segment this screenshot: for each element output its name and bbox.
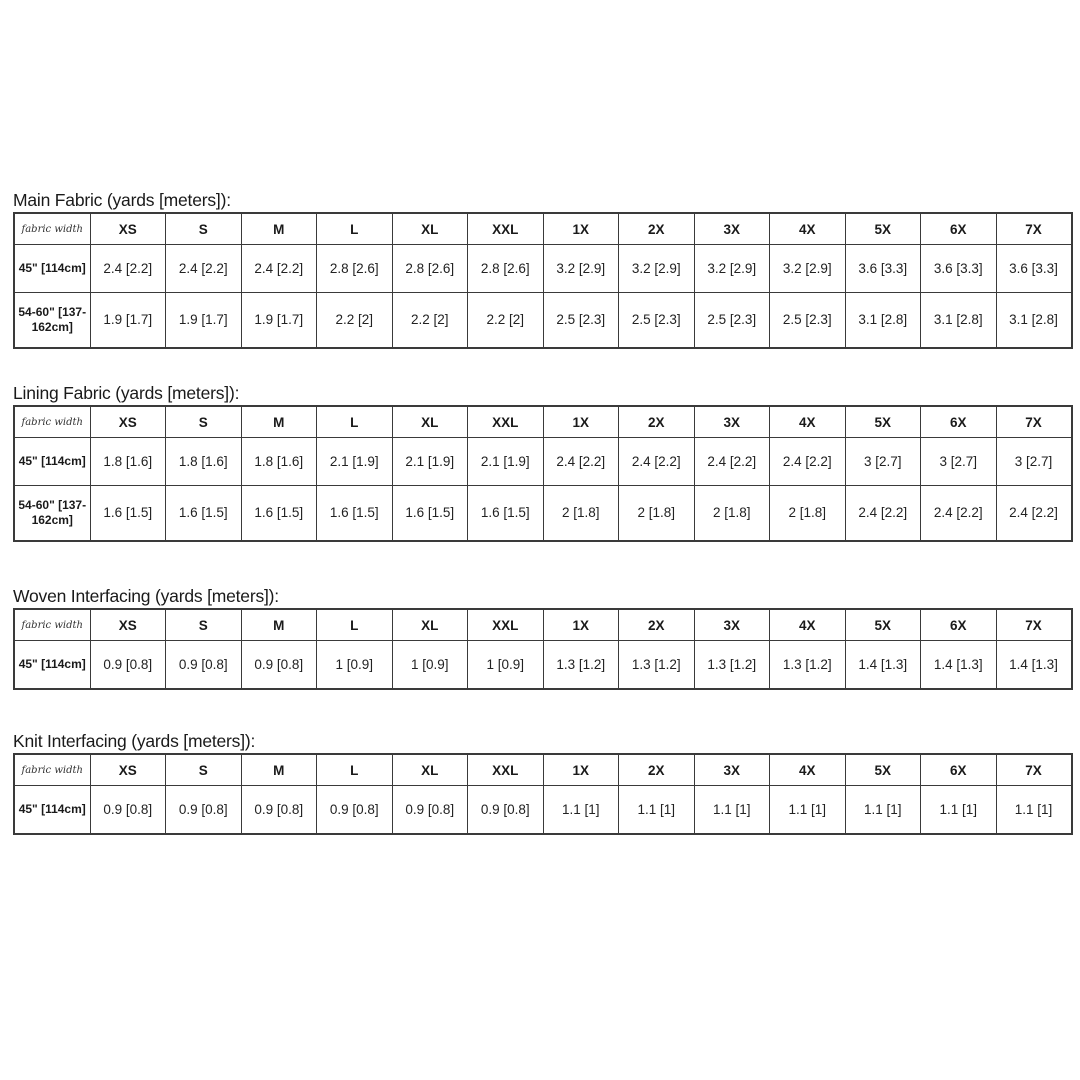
size-header: S [166,609,242,641]
size-header: XXL [468,754,544,786]
yardage-cell: 0.9 [0.8] [166,786,242,834]
size-header: 4X [770,213,846,245]
section-title: Main Fabric (yards [meters]): [13,190,231,210]
yardage-cell: 1.6 [1.5] [468,486,544,541]
size-header: XXL [468,609,544,641]
yardage-cell: 1.3 [1.2] [694,641,770,689]
yardage-cell: 3 [2.7] [921,438,997,486]
fabric-width-label: 45" [114cm] [14,438,90,486]
yardage-cell: 1.8 [1.6] [90,438,166,486]
yardage-cell: 2.2 [2] [392,293,468,348]
size-header: 1X [543,213,619,245]
yardage-cell: 1.3 [1.2] [543,641,619,689]
yardage-table [13,212,1073,349]
yardage-table [13,753,1073,835]
yardage-cell: 1.6 [1.5] [90,486,166,541]
size-header: 5X [845,609,921,641]
size-header: 3X [694,406,770,438]
yardage-cell: 0.9 [0.8] [468,786,544,834]
yardage-cell: 3.6 [3.3] [921,245,997,293]
yardage-cell: 1.6 [1.5] [317,486,393,541]
yardage-cell: 1.1 [1] [921,786,997,834]
yardage-cell: 0.9 [0.8] [392,786,468,834]
yardage-cell: 2.4 [2.2] [770,438,846,486]
yardage-cell: 2 [1.8] [694,486,770,541]
size-header: M [241,406,317,438]
size-header: XL [392,754,468,786]
table-row [14,486,1072,541]
size-header: 6X [921,213,997,245]
size-header: 7X [996,406,1072,438]
yardage-cell: 2 [1.8] [543,486,619,541]
yardage-table [13,608,1073,690]
yardage-cell: 0.9 [0.8] [90,786,166,834]
yardage-cell: 2.4 [2.2] [241,245,317,293]
yardage-cell: 3.1 [2.8] [996,293,1072,348]
yardage-cell: 2.4 [2.2] [90,245,166,293]
size-header: 6X [921,406,997,438]
size-header-row [14,754,1072,786]
fabric-width-header: fabric width [14,609,90,641]
yardage-cell: 1.3 [1.2] [619,641,695,689]
yardage-cell: 1.1 [1] [845,786,921,834]
requirement-section [13,190,1071,349]
size-header: XL [392,406,468,438]
yardage-cell: 0.9 [0.8] [241,641,317,689]
yardage-cell: 2.1 [1.9] [392,438,468,486]
size-header: 6X [921,609,997,641]
size-header: M [241,754,317,786]
yardage-cell: 1.4 [1.3] [845,641,921,689]
table-row [14,786,1072,834]
yardage-cell: 1 [0.9] [468,641,544,689]
size-header: S [166,754,242,786]
yardage-cell: 1.4 [1.3] [921,641,997,689]
yardage-cell: 2.4 [2.2] [619,438,695,486]
size-header: XS [90,406,166,438]
yardage-cell: 1.1 [1] [694,786,770,834]
yardage-cell: 0.9 [0.8] [241,786,317,834]
table-row [14,438,1072,486]
fabric-width-label: 54-60" [137-162cm] [14,293,90,348]
yardage-cell: 2.5 [2.3] [619,293,695,348]
yardage-cell: 1.3 [1.2] [770,641,846,689]
yardage-cell: 2.4 [2.2] [996,486,1072,541]
size-header: 2X [619,754,695,786]
size-header: XS [90,609,166,641]
fabric-width-label: 45" [114cm] [14,786,90,834]
yardage-cell: 1 [0.9] [392,641,468,689]
size-header: 3X [694,609,770,641]
yardage-cell: 1.4 [1.3] [996,641,1072,689]
yardage-cell: 2.1 [1.9] [317,438,393,486]
size-header: 5X [845,754,921,786]
size-header: 7X [996,754,1072,786]
yardage-cell: 2.5 [2.3] [543,293,619,348]
fabric-width-label: 45" [114cm] [14,641,90,689]
size-header: 3X [694,754,770,786]
size-header: S [166,406,242,438]
size-header: XXL [468,406,544,438]
yardage-cell: 1.1 [1] [770,786,846,834]
size-header: 2X [619,213,695,245]
yardage-cell: 3 [2.7] [996,438,1072,486]
yardage-cell: 3.1 [2.8] [845,293,921,348]
fabric-width-label: 54-60" [137-162cm] [14,486,90,541]
table-row [14,245,1072,293]
yardage-cell: 1.9 [1.7] [241,293,317,348]
size-header: XS [90,754,166,786]
yardage-table [13,405,1073,542]
yardage-cell: 1.9 [1.7] [90,293,166,348]
yardage-cell: 1.6 [1.5] [392,486,468,541]
size-header: XXL [468,213,544,245]
yardage-cell: 2.4 [2.2] [845,486,921,541]
size-header: 5X [845,213,921,245]
size-header: 4X [770,406,846,438]
size-header: M [241,213,317,245]
yardage-cell: 1.6 [1.5] [166,486,242,541]
yardage-cell: 2.4 [2.2] [921,486,997,541]
yardage-cell: 2.8 [2.6] [392,245,468,293]
size-header: M [241,609,317,641]
size-header: L [317,754,393,786]
size-header: 1X [543,609,619,641]
yardage-cell: 1.9 [1.7] [166,293,242,348]
yardage-cell: 2.5 [2.3] [694,293,770,348]
size-header: 2X [619,406,695,438]
requirement-section [13,586,1071,690]
yardage-cell: 3.1 [2.8] [921,293,997,348]
yardage-cell: 3.2 [2.9] [770,245,846,293]
yardage-cell: 2.8 [2.6] [317,245,393,293]
yardage-cell: 2.8 [2.6] [468,245,544,293]
yardage-cell: 2 [1.8] [619,486,695,541]
size-header: L [317,213,393,245]
yardage-cell: 1 [0.9] [317,641,393,689]
size-header: 5X [845,406,921,438]
yardage-cell: 3.2 [2.9] [619,245,695,293]
size-header: L [317,406,393,438]
yardage-cell: 1.1 [1] [996,786,1072,834]
size-header: XS [90,213,166,245]
fabric-width-header: fabric width [14,754,90,786]
yardage-cell: 1.1 [1] [619,786,695,834]
requirement-section [13,383,1071,542]
yardage-cell: 0.9 [0.8] [166,641,242,689]
yardage-cell: 2 [1.8] [770,486,846,541]
section-title: Lining Fabric (yards [meters]): [13,383,240,403]
size-header: XL [392,213,468,245]
fabric-width-header: fabric width [14,406,90,438]
yardage-cell: 2.2 [2] [468,293,544,348]
section-title: Woven Interfacing (yards [meters]): [13,586,279,606]
size-header: 6X [921,754,997,786]
yardage-cell: 2.5 [2.3] [770,293,846,348]
yardage-cell: 2.4 [2.2] [166,245,242,293]
yardage-cell: 3.6 [3.3] [996,245,1072,293]
yardage-cell: 3.2 [2.9] [694,245,770,293]
fabric-width-label: 45" [114cm] [14,245,90,293]
size-header: 4X [770,754,846,786]
size-header: S [166,213,242,245]
yardage-cell: 1.8 [1.6] [166,438,242,486]
size-header: 1X [543,754,619,786]
size-header: 3X [694,213,770,245]
yardage-cell: 3.2 [2.9] [543,245,619,293]
yardage-cell: 1.8 [1.6] [241,438,317,486]
yardage-cell: 1.1 [1] [543,786,619,834]
yardage-cell: 2.4 [2.2] [543,438,619,486]
size-header-row [14,406,1072,438]
size-header-row [14,609,1072,641]
size-header: L [317,609,393,641]
size-header: XL [392,609,468,641]
yardage-cell: 3.6 [3.3] [845,245,921,293]
requirement-section [13,731,1071,835]
size-header: 1X [543,406,619,438]
table-row [14,641,1072,689]
size-header: 4X [770,609,846,641]
size-header: 7X [996,213,1072,245]
table-row [14,293,1072,348]
fabric-width-header: fabric width [14,213,90,245]
size-header-row [14,213,1072,245]
yardage-cell: 1.6 [1.5] [241,486,317,541]
yardage-cell: 3 [2.7] [845,438,921,486]
section-title: Knit Interfacing (yards [meters]): [13,731,256,751]
yardage-cell: 2.2 [2] [317,293,393,348]
size-header: 7X [996,609,1072,641]
yardage-cell: 0.9 [0.8] [317,786,393,834]
yardage-cell: 0.9 [0.8] [90,641,166,689]
yardage-cell: 2.4 [2.2] [694,438,770,486]
yardage-cell: 2.1 [1.9] [468,438,544,486]
size-header: 2X [619,609,695,641]
